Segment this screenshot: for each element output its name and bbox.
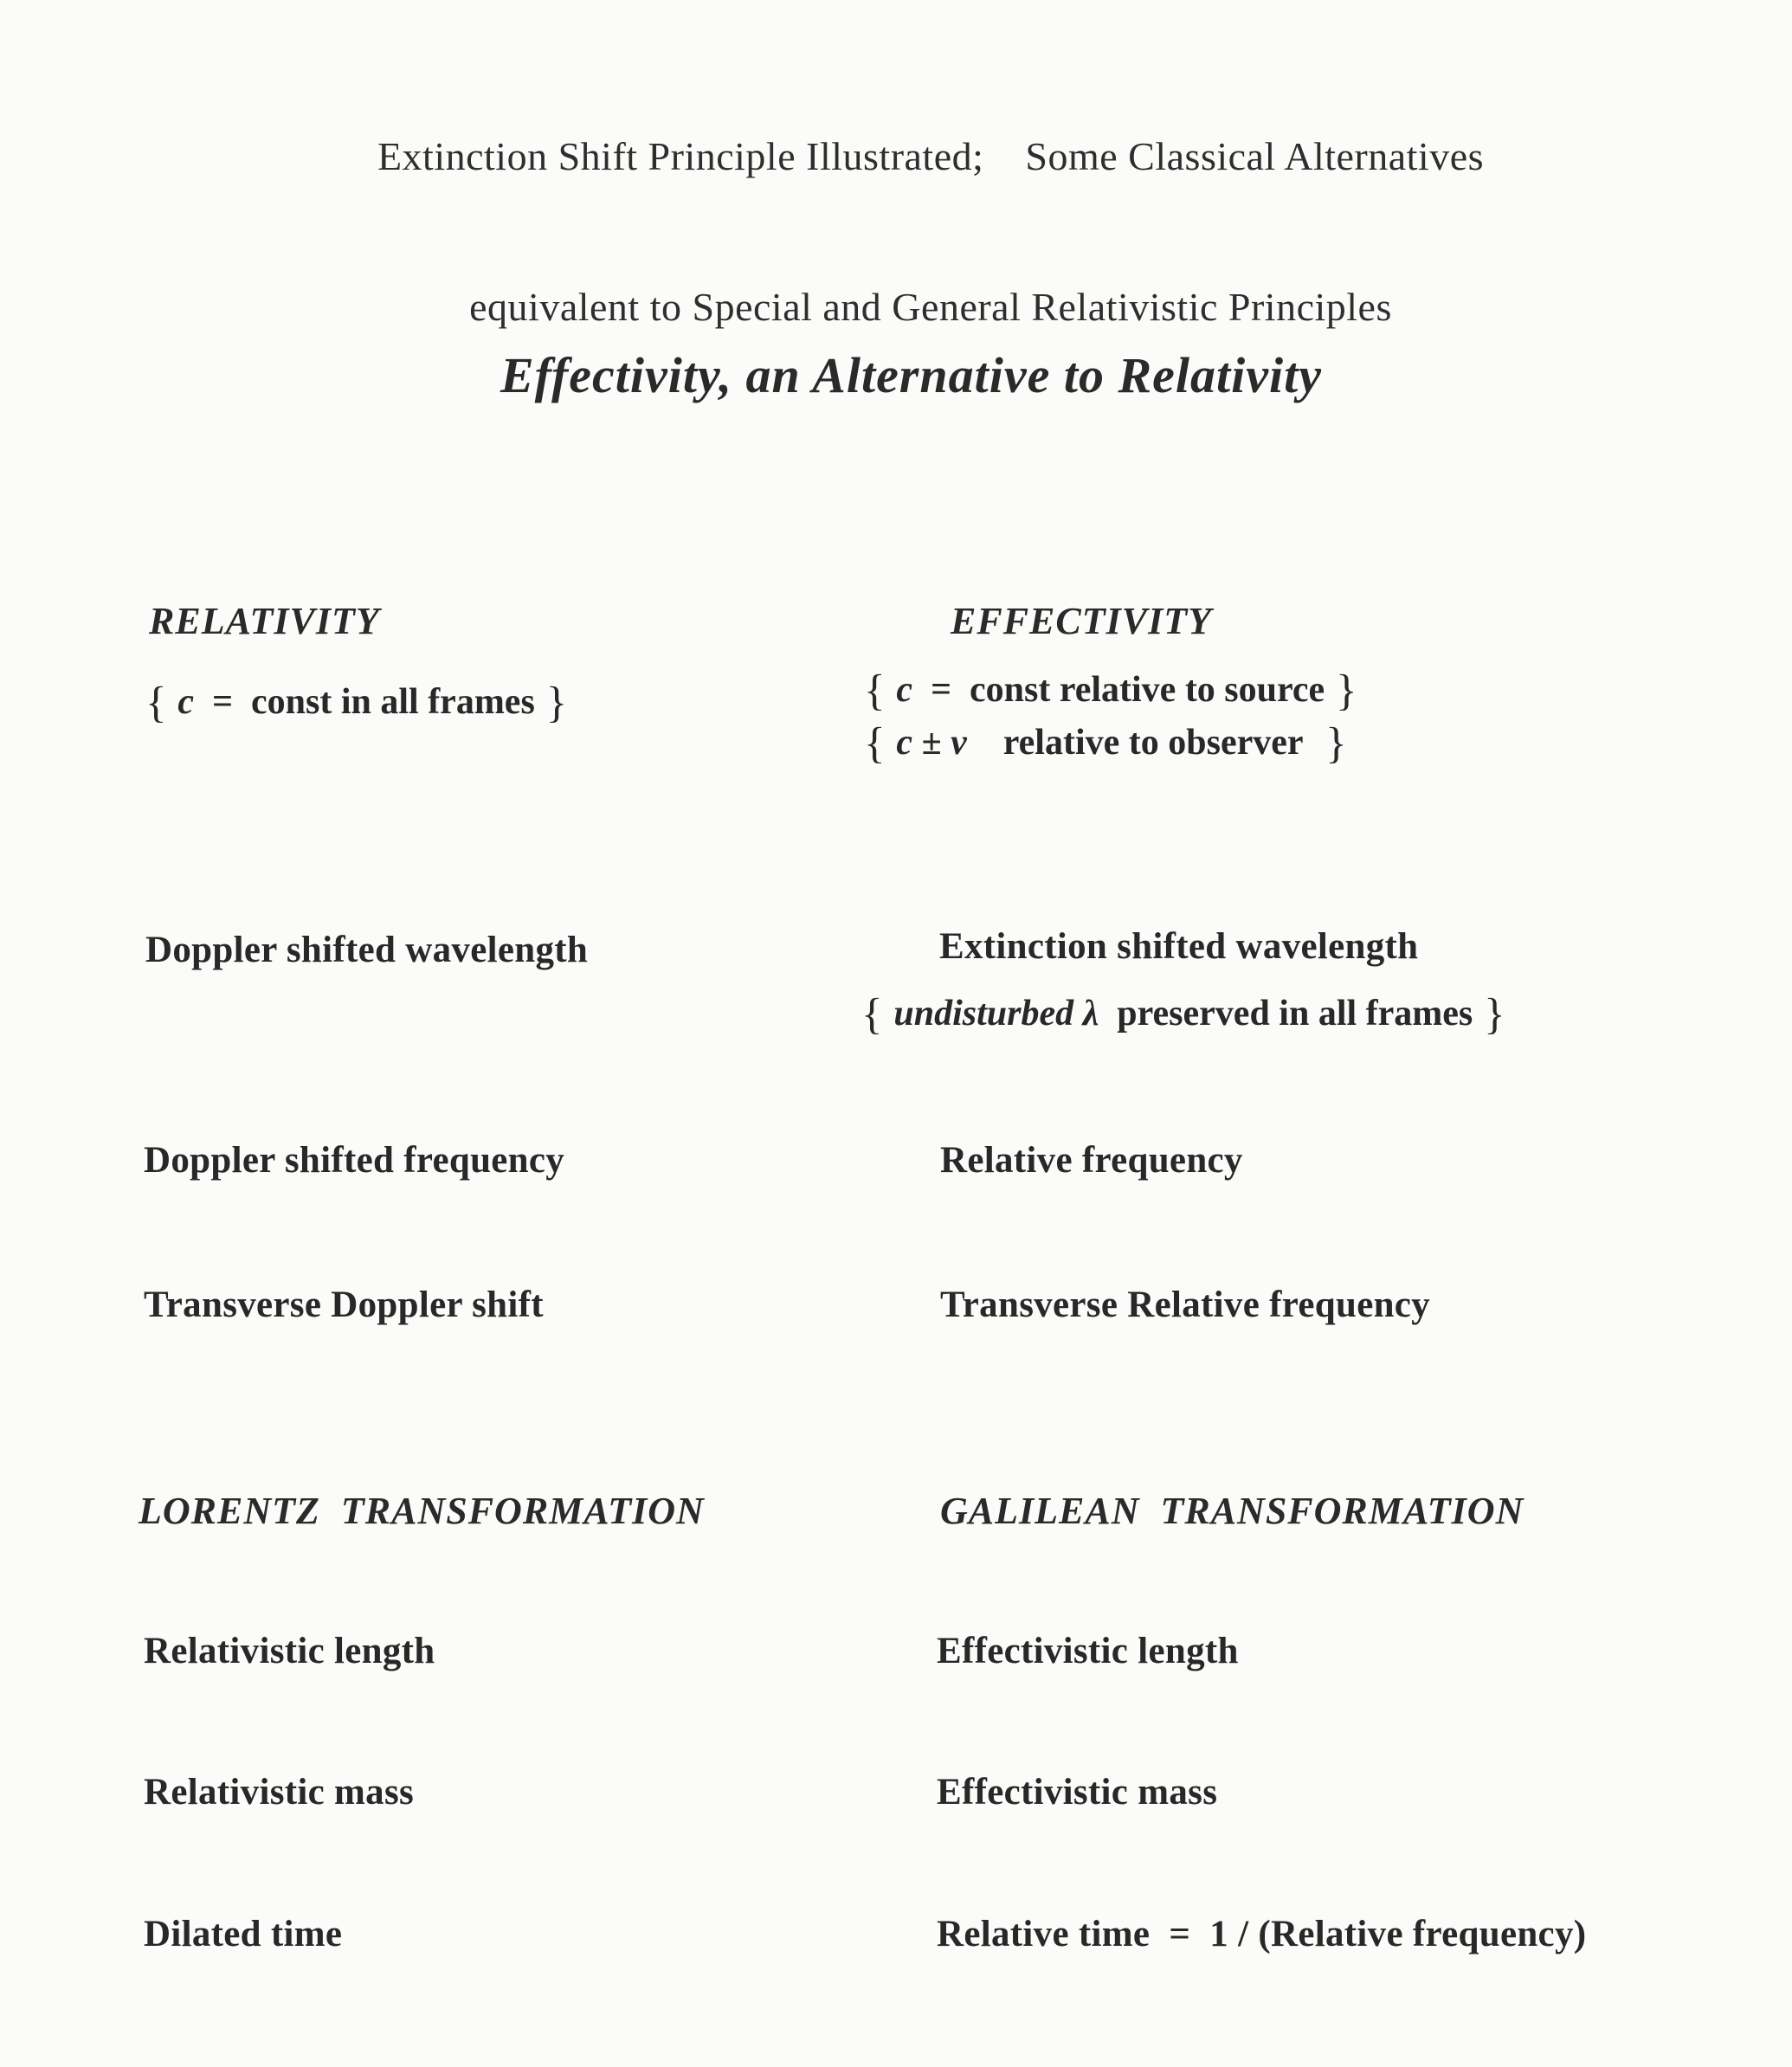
row-transformation-left: LORENTZ TRANSFORMATION [139,1490,705,1532]
page-title: Effectivity, an Alternative to Relativity [500,347,1322,403]
effectivity-postulate-source [864,666,1357,715]
postulate-text: const relative to source [970,669,1325,710]
row-length-right: Effectivistic length [937,1631,1239,1671]
row-time-left: Dilated time [144,1914,343,1954]
postulate-text: relative to observer [1002,722,1304,763]
open-brace: { [864,718,897,768]
variable-v: v [951,722,967,763]
header-line2: equivalent to Special and General Relativistic Principles [469,285,1392,329]
undisturbed-lambda: undisturbed λ [893,993,1099,1034]
open-brace: { [861,989,894,1039]
row-length-left: Relativistic length [144,1631,435,1671]
header-line1: Extinction Shift Principle Illustrated; Some Classical Alternatives [377,134,1485,178]
close-brace: } [1325,666,1357,715]
spacer [967,723,1003,763]
row-time-right: Relative time = 1 / (Relative frequency) [937,1914,1587,1954]
open-brace: { [145,678,178,727]
plus-minus-sign: ± [912,722,951,763]
row-wavelength-right: Extinction shifted wavelength [939,926,1419,967]
equals-sign: = [194,681,251,722]
postulate-text: const in all frames [251,681,535,722]
row-mass-right: Effectivistic mass [937,1772,1218,1813]
open-brace: { [864,666,897,715]
row-frequency-right: Relative frequency [940,1140,1243,1181]
variable-c: c [896,722,913,763]
row-wavelength-left: Doppler shifted wavelength [145,930,589,970]
wavelength-note [861,989,1505,1039]
column-heading-effectivity: EFFECTIVITY [951,600,1212,642]
note-text: preserved in all frames [1117,993,1473,1034]
row-transformation-right: GALILEAN TRANSFORMATION [940,1490,1524,1532]
variable-c: c [177,681,195,722]
row-mass-left: Relativistic mass [144,1772,415,1813]
close-brace: } [1473,989,1505,1039]
spacer [1099,994,1117,1034]
equals-sign: = [912,669,970,710]
effectivity-postulate-observer [864,718,1347,768]
close-brace: } [1303,718,1347,768]
relativity-postulate [145,678,568,727]
variable-c: c [896,669,913,710]
row-frequency-left: Doppler shifted frequency [144,1140,565,1181]
row-transverse-left: Transverse Doppler shift [144,1285,544,1325]
column-heading-relativity: RELATIVITY [149,600,380,642]
close-brace: } [534,678,568,727]
row-transverse-right: Transverse Relative frequency [940,1285,1430,1325]
